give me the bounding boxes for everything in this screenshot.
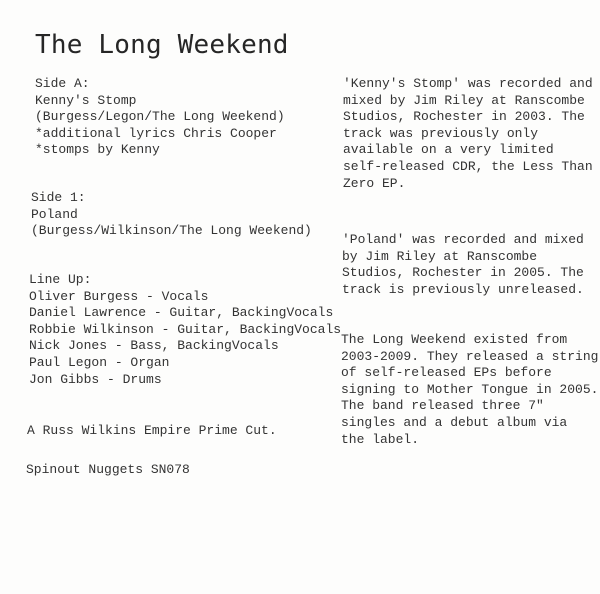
notes-line: Zero EP. (343, 175, 406, 191)
catalog-number-text: Spinout Nuggets SN078 (26, 462, 190, 477)
side-a-note: *additional lyrics Chris Cooper (35, 125, 277, 141)
side-a-section (35, 76, 285, 159)
notes-line: of self-released EPs before (341, 365, 552, 381)
production-credit (27, 423, 277, 440)
notes-line: signing to Mother Tongue in 2005. (341, 381, 599, 397)
lineup-member: Jon Gibbs - Drums (29, 371, 162, 387)
band-history-notes (341, 332, 598, 448)
side-1-track-title: Poland (31, 206, 78, 222)
lineup-member: Nick Jones - Bass, BackingVocals (29, 338, 279, 354)
side-a-writing-credits: (Burgess/Legon/The Long Weekend) (35, 109, 285, 125)
side-1-heading: Side 1: (31, 190, 86, 205)
notes-line: track is previously unreleased. (342, 281, 584, 297)
notes-line: 'Poland' was recorded and mixed (342, 232, 584, 247)
notes-line: 2003-2009. They released a string (341, 348, 599, 364)
side-a-track-title: Kenny's Stomp (35, 92, 137, 108)
notes-line: Studios, Rochester in 2005. The (342, 265, 584, 281)
lineup-member: Oliver Burgess - Vocals (29, 288, 209, 304)
notes-line: The Long Weekend existed from (341, 332, 568, 347)
notes-line: Studios, Rochester in 2003. The (343, 109, 585, 125)
lineup-member: Paul Legon - Organ (29, 354, 170, 370)
notes-line: the label. (341, 431, 420, 447)
notes-line: self-released CDR, the Less Than (343, 158, 593, 174)
lineup-section (29, 272, 341, 388)
production-credit-text: A Russ Wilkins Empire Prime Cut. (27, 423, 277, 438)
side-a-heading: Side A: (35, 76, 90, 91)
catalog-number (26, 462, 190, 479)
notes-line: by Jim Riley at Ranscombe (342, 248, 538, 264)
poland-notes (342, 232, 584, 298)
lineup-heading: Line Up: (29, 272, 92, 287)
side-1-section (31, 190, 312, 240)
side-a-note: *stomps by Kenny (35, 142, 160, 158)
notes-line: track was previously only (343, 125, 539, 141)
kennys-stomp-notes (343, 76, 593, 192)
notes-line: 'Kenny's Stomp' was recorded and (343, 76, 593, 91)
side-1-writing-credits: (Burgess/Wilkinson/The Long Weekend) (31, 223, 312, 239)
notes-line: singles and a debut album via (341, 414, 568, 430)
notes-line: available on a very limited (343, 142, 554, 158)
page-title: The Long Weekend (35, 30, 289, 60)
notes-line: mixed by Jim Riley at Ranscombe (343, 92, 585, 108)
lineup-member: Robbie Wilkinson - Guitar, BackingVocals (29, 321, 342, 337)
notes-line: The band released three 7" (341, 398, 544, 414)
lineup-member: Daniel Lawrence - Guitar, BackingVocals (29, 305, 334, 321)
